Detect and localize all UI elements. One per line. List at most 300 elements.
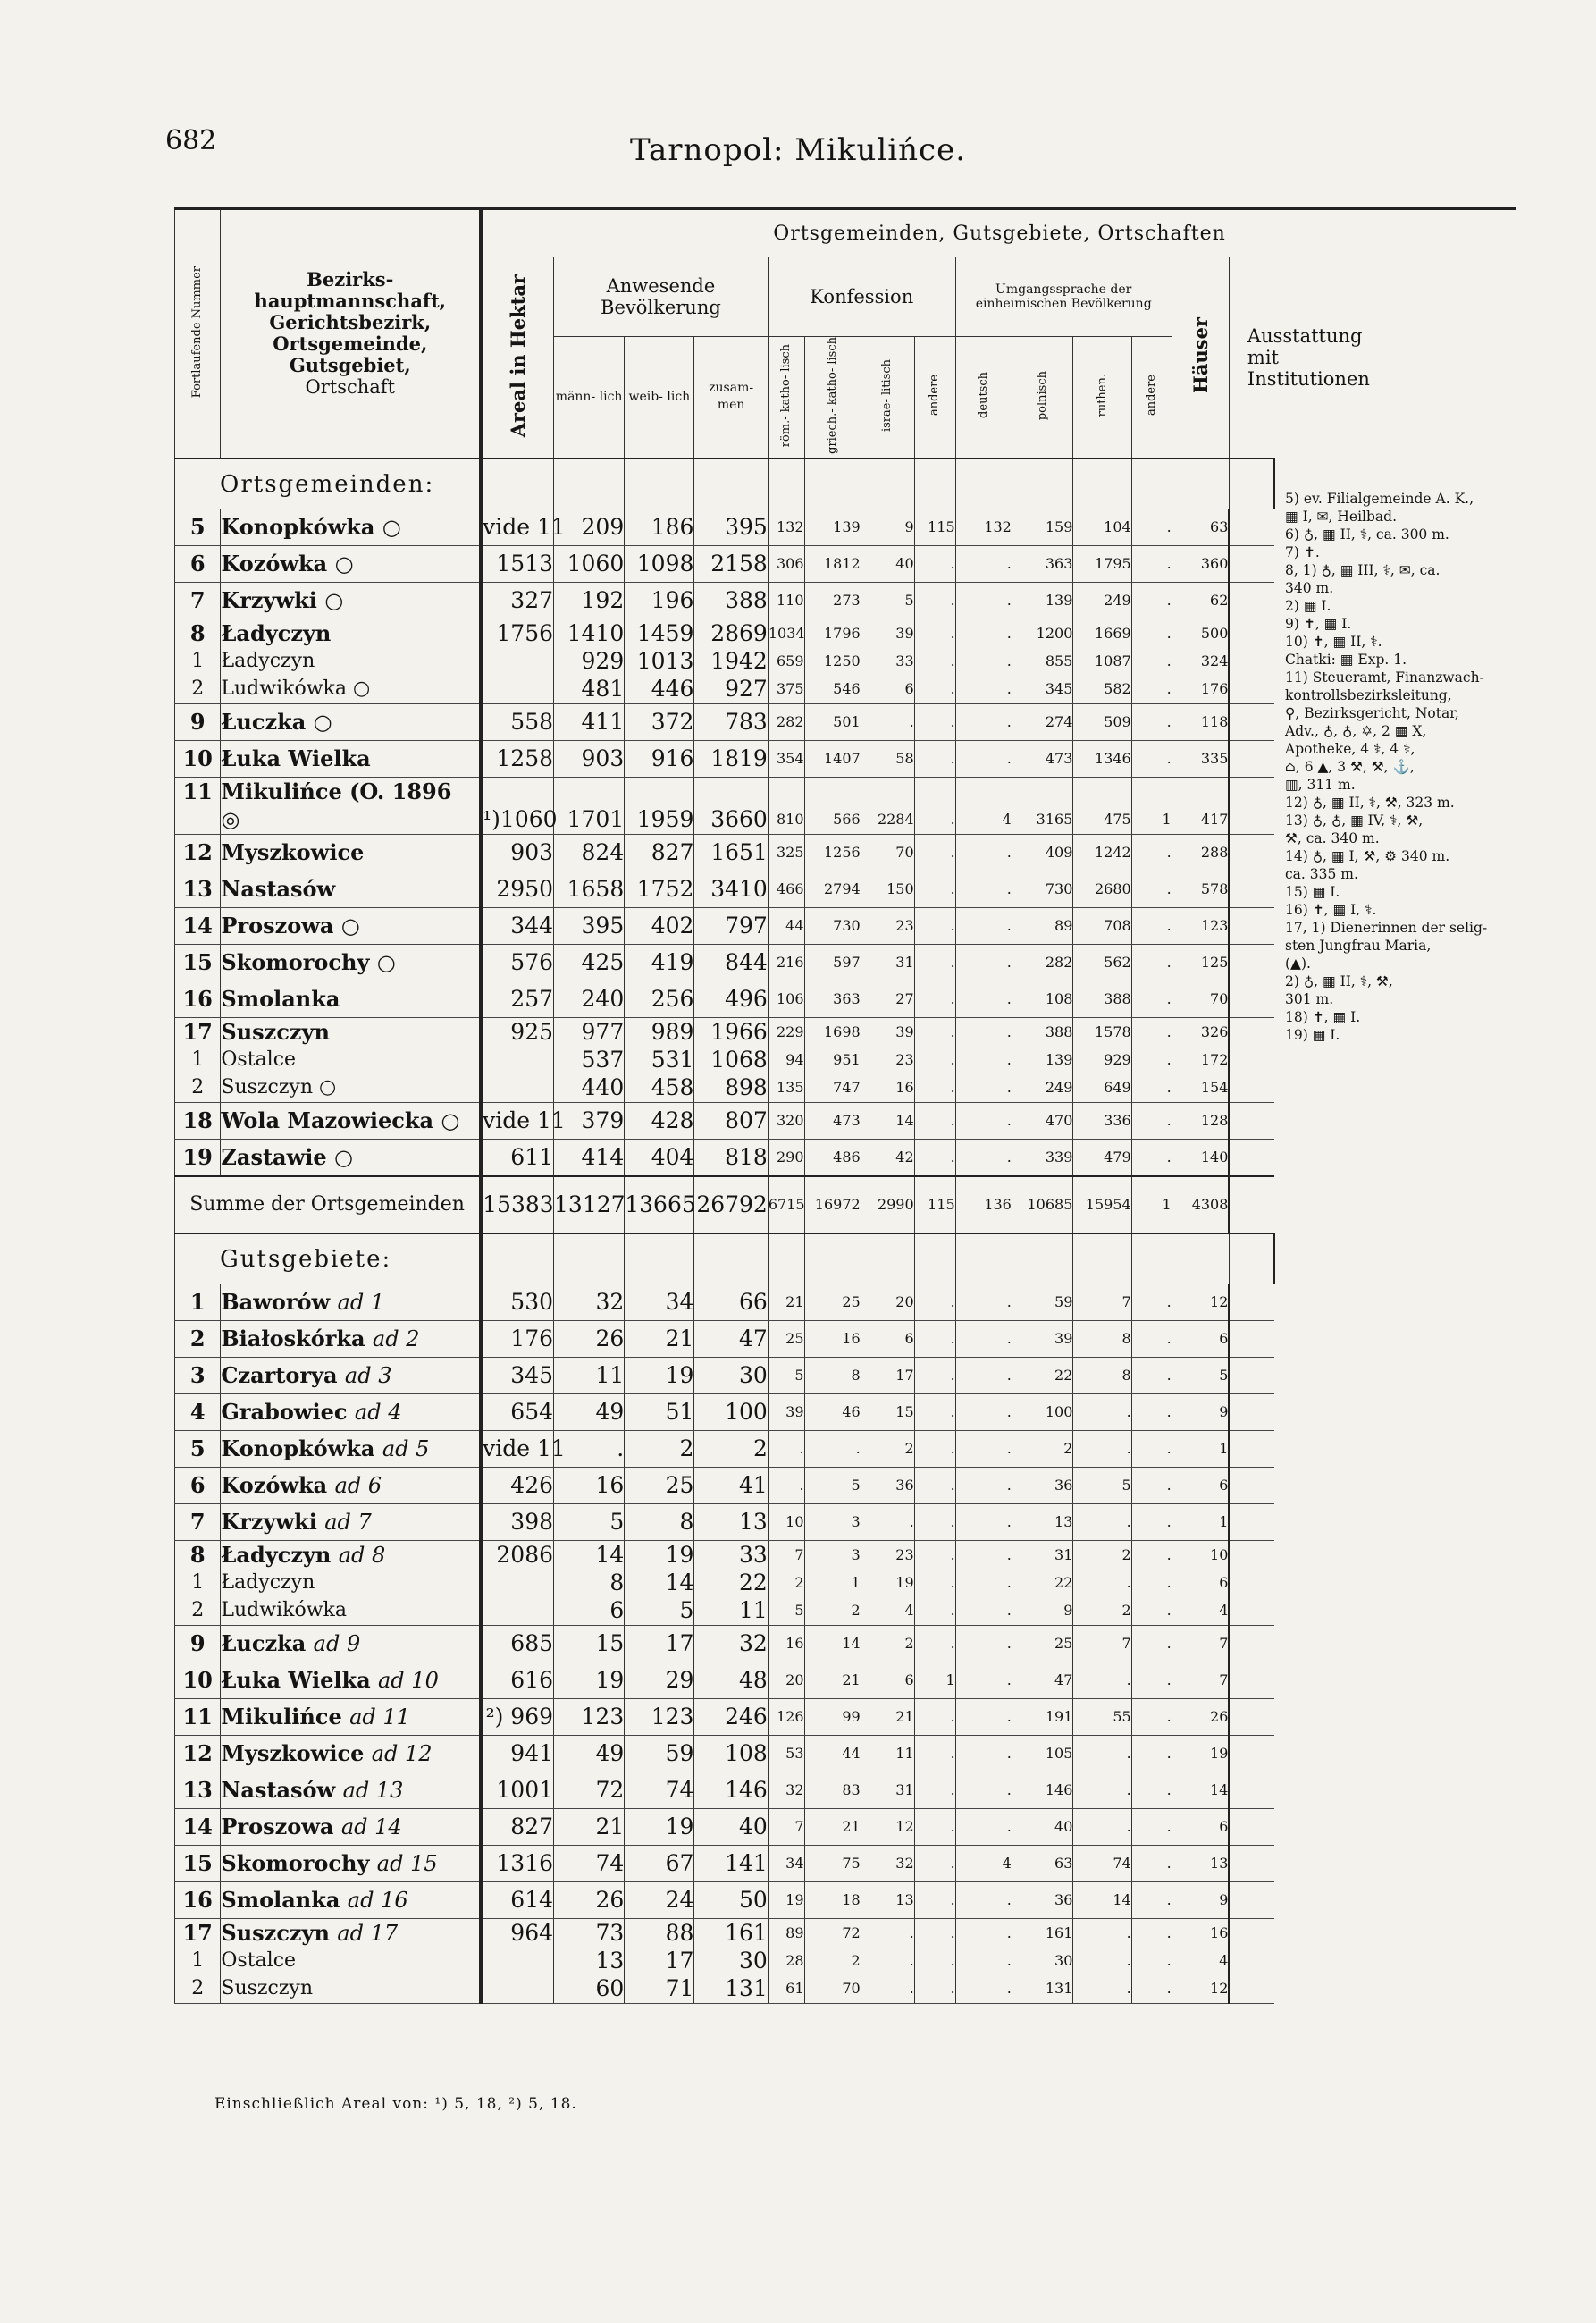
place-name: Białoskórka ad 2	[221, 1320, 481, 1357]
cell-m: 13127	[554, 1176, 625, 1233]
cell-is: 39	[861, 619, 914, 647]
cell-is: 27	[861, 981, 914, 1017]
note-line: ▥, 311 m.	[1285, 777, 1356, 793]
cell-de: .	[955, 1947, 1012, 1974]
cell-gk: 1	[804, 1569, 861, 1596]
cell-an: .	[914, 1046, 955, 1073]
place-name: Kozówka ○	[221, 545, 481, 582]
cell-is: .	[861, 703, 914, 740]
cell-ru: 7	[1073, 1625, 1131, 1662]
cell-de: .	[955, 1017, 1012, 1046]
cell-h: 417	[1172, 805, 1229, 835]
cell-h: 125	[1172, 944, 1229, 981]
place-name: Grabowiec ad 4	[221, 1393, 481, 1430]
cell-an: .	[914, 647, 955, 675]
row-number: 5	[175, 1430, 221, 1467]
cell-h: 70	[1172, 981, 1229, 1017]
cell-gk: 16	[804, 1320, 861, 1357]
place-name: Ostalce	[221, 1046, 481, 1073]
cell-z: 1966	[694, 1017, 768, 1046]
cell-z: 2869	[694, 619, 768, 647]
cell-m: 240	[554, 981, 625, 1017]
cell-m: 16	[554, 1467, 625, 1503]
empty-cell	[694, 1233, 768, 1284]
ausstattung-cell	[1229, 703, 1273, 740]
areal-cell: 1258	[481, 740, 553, 777]
cell-po: 161	[1012, 1918, 1073, 1947]
cell-ru: 2	[1073, 1540, 1131, 1569]
cell-as: .	[1131, 1596, 1172, 1626]
row-number: 1	[175, 1947, 221, 1974]
cell-h: 6	[1172, 1320, 1229, 1357]
running-title: Tarnopol: Mikulińce.	[629, 132, 967, 168]
cell-gk: 1256	[804, 834, 861, 871]
ad-reference: ad 14	[340, 1814, 402, 1840]
ad-reference: ad 17	[337, 1920, 399, 1946]
cell-as: .	[1131, 1467, 1172, 1503]
note-line: 2) ♁, ▦ II, ⚕, ⚒,	[1285, 973, 1393, 989]
cell-m: 26	[554, 1881, 625, 1918]
cell-h: 172	[1172, 1046, 1229, 1073]
place-name: Łuczka ad 9	[221, 1625, 481, 1662]
cell-an: .	[914, 1881, 955, 1918]
note-line: kontrollsbezirksleitung,	[1285, 687, 1452, 703]
cell-gk: 18	[804, 1881, 861, 1918]
cell-de: .	[955, 1808, 1012, 1845]
empty-cell	[1131, 459, 1172, 509]
cell-z: 30	[694, 1947, 768, 1974]
cell-an: .	[914, 1772, 955, 1808]
note-line: ⚒, ca. 340 m.	[1285, 830, 1380, 846]
cell-ru: .	[1073, 1735, 1131, 1772]
row-number: 6	[175, 545, 221, 582]
areal-cell: 2950	[481, 871, 553, 907]
ortsgemeinde-subrow	[175, 1046, 1517, 1073]
cell-as: .	[1131, 1073, 1172, 1103]
cell-de: .	[955, 981, 1012, 1017]
cell-w: 1459	[625, 619, 694, 647]
cell-rk	[768, 777, 804, 805]
ausstattung-cell	[1229, 1698, 1273, 1735]
areal-cell: 654	[481, 1393, 553, 1430]
cell-de: .	[955, 1430, 1012, 1467]
place-name: ◎	[221, 805, 481, 835]
cell-m: 209	[554, 509, 625, 546]
cell-ru: 1578	[1073, 1017, 1131, 1046]
row-number: 15	[175, 944, 221, 981]
place-name: Suszczyn	[221, 1017, 481, 1046]
ad-reference: ad 5	[382, 1436, 430, 1462]
cell-h: 6	[1172, 1569, 1229, 1596]
cell-po: 105	[1012, 1735, 1073, 1772]
gutsgebiet-row	[175, 1430, 1517, 1467]
ad-reference: ad 6	[334, 1473, 382, 1499]
place-name: Ludwikówka ○	[221, 675, 481, 704]
place-name: Suszczyn ○	[221, 1073, 481, 1103]
cell-is: 6	[861, 675, 914, 704]
cell-is: 36	[861, 1467, 914, 1503]
areal-cell: 616	[481, 1662, 553, 1698]
row-number: 13	[175, 1772, 221, 1808]
cell-w: 14	[625, 1569, 694, 1596]
row-number: 19	[175, 1139, 221, 1176]
cell-is: .	[861, 1974, 914, 2004]
ausstattung-cell	[1274, 1233, 1516, 1284]
cell-as: .	[1131, 1947, 1172, 1974]
ad-reference: ad 3	[344, 1363, 392, 1389]
cell-as: .	[1131, 1845, 1172, 1881]
note-line: Chatki: ▦ Exp. 1.	[1285, 652, 1407, 668]
cell-gk: 16972	[804, 1176, 861, 1233]
ausstattung-cell	[1229, 1662, 1273, 1698]
cell-is: 12	[861, 1808, 914, 1845]
cell-rk: 16	[768, 1625, 804, 1662]
cell-as: .	[1131, 1393, 1172, 1430]
ausstattung-cell	[1229, 834, 1273, 871]
cell-gk: 546	[804, 675, 861, 704]
cell-de: .	[955, 907, 1012, 944]
cell-m: 32	[554, 1284, 625, 1321]
cell-w: 17	[625, 1947, 694, 1974]
empty-cell	[768, 459, 804, 509]
cell-w: 989	[625, 1017, 694, 1046]
cell-h: 19	[1172, 1735, 1229, 1772]
cell-w: 916	[625, 740, 694, 777]
areal-cell: 345	[481, 1357, 553, 1393]
cell-z: 13	[694, 1503, 768, 1540]
empty-cell	[694, 459, 768, 509]
ausstattung-cell	[1229, 1284, 1273, 1321]
ausstattung-cell	[1229, 647, 1273, 675]
cell-is: 4	[861, 1596, 914, 1626]
cell-rk: 282	[768, 703, 804, 740]
cell-h: 128	[1172, 1102, 1229, 1139]
cell-is: 150	[861, 871, 914, 907]
note-line: ⌂, 6 ▲, 3 ⚒, ⚒, ⚓,	[1285, 759, 1415, 775]
cell-h: 288	[1172, 834, 1229, 871]
cell-w: 1013	[625, 647, 694, 675]
cell-as: .	[1131, 675, 1172, 704]
cell-h: 1	[1172, 1503, 1229, 1540]
cell-rk: 7	[768, 1808, 804, 1845]
cell-ru: 562	[1073, 944, 1131, 981]
cell-rk: 306	[768, 545, 804, 582]
cell-w: 17	[625, 1625, 694, 1662]
gutsgebiet-subrow	[175, 1947, 1517, 1974]
cell-gk: 14	[804, 1625, 861, 1662]
cell-is: .	[861, 1918, 914, 1947]
cell-po: 345	[1012, 675, 1073, 704]
cell-h: 5	[1172, 1357, 1229, 1393]
ausstattung-cell	[1229, 1139, 1273, 1176]
row-number: 17	[175, 1017, 221, 1046]
cell-ru: .	[1073, 1772, 1131, 1808]
summe-label: Summe der Ortsgemeinden	[175, 1176, 482, 1233]
header-anwesende: Anwesende Bevölkerung	[554, 257, 769, 337]
cell-rk: 320	[768, 1102, 804, 1139]
cell-gk: 46	[804, 1393, 861, 1430]
cell-w: 34	[625, 1284, 694, 1321]
empty-cell	[1073, 459, 1131, 509]
row-number: 7	[175, 582, 221, 619]
areal-cell: 426	[481, 1467, 553, 1503]
cell-is: 40	[861, 545, 914, 582]
cell-w: 372	[625, 703, 694, 740]
cell-m: 1060	[554, 545, 625, 582]
cell-is: 13	[861, 1881, 914, 1918]
cell-is: 9	[861, 509, 914, 546]
gutsgebiet-row	[175, 1625, 1517, 1662]
areal-cell: 1316	[481, 1845, 553, 1881]
cell-is: 17	[861, 1357, 914, 1393]
empty-cell	[1229, 1233, 1273, 1284]
empty-cell	[481, 459, 553, 509]
cell-ru	[1073, 777, 1131, 805]
row-number: 14	[175, 1808, 221, 1845]
cell-as: .	[1131, 740, 1172, 777]
empty-cell	[554, 1233, 625, 1284]
cell-an: .	[914, 545, 955, 582]
cell-w: 24	[625, 1881, 694, 1918]
empty-cell	[1172, 1233, 1229, 1284]
note-line: ca. 335 m.	[1285, 866, 1358, 882]
cell-h: 4	[1172, 1596, 1229, 1626]
ausstattung-cell	[1229, 1540, 1273, 1569]
gutsgebiet-subrow	[175, 1569, 1517, 1596]
cell-m: 411	[554, 703, 625, 740]
cell-po: 388	[1012, 1017, 1073, 1046]
place-name: Mikulińce (O. 1896	[221, 777, 481, 805]
cell-rk: 28	[768, 1947, 804, 1974]
row-number: 17	[175, 1918, 221, 1947]
cell-ru: 649	[1073, 1073, 1131, 1103]
areal-cell: 15383	[481, 1176, 553, 1233]
cell-as: .	[1131, 545, 1172, 582]
place-name: Wola Mazowiecka ○	[221, 1102, 481, 1139]
cell-po: 131	[1012, 1974, 1073, 2004]
cell-is: 5	[861, 582, 914, 619]
cell-z: 2158	[694, 545, 768, 582]
cell-gk: 473	[804, 1102, 861, 1139]
cell-z: 1068	[694, 1046, 768, 1073]
cell-w: 19	[625, 1357, 694, 1393]
cell-w: 404	[625, 1139, 694, 1176]
empty-cell	[1012, 459, 1073, 509]
cell-po: 36	[1012, 1467, 1073, 1503]
cell-gk: 21	[804, 1808, 861, 1845]
gutsgebiet-row	[175, 1881, 1517, 1918]
cell-rk: 2	[768, 1569, 804, 1596]
note-line: 10) ✝, ▦ II, ⚕.	[1285, 634, 1382, 650]
empty-cell	[768, 1233, 804, 1284]
cell-m: 192	[554, 582, 625, 619]
cell-m: 19	[554, 1662, 625, 1698]
note-line: 15) ▦ I.	[1285, 884, 1340, 900]
header-zusammen: zusam- men	[694, 337, 768, 459]
ausstattung-cell	[1229, 1772, 1273, 1808]
cell-h: 1	[1172, 1430, 1229, 1467]
row-number: 1	[175, 647, 221, 675]
areal-cell: 1756	[481, 619, 553, 647]
cell-an: .	[914, 619, 955, 647]
row-number: 5	[175, 509, 221, 546]
cell-as: .	[1131, 1772, 1172, 1808]
note-line: 7) ✝.	[1285, 544, 1320, 560]
cell-as: .	[1131, 1503, 1172, 1540]
cell-rk: 6715	[768, 1176, 804, 1233]
areal-cell: 1513	[481, 545, 553, 582]
cell-rk: 5	[768, 1357, 804, 1393]
areal-cell: 941	[481, 1735, 553, 1772]
cell-rk: 135	[768, 1073, 804, 1103]
cell-an: .	[914, 1139, 955, 1176]
cell-de: 4	[955, 1845, 1012, 1881]
cell-ru: .	[1073, 1430, 1131, 1467]
cell-ru: .	[1073, 1808, 1131, 1845]
ad-reference: ad 4	[354, 1400, 402, 1426]
cell-po: 139	[1012, 582, 1073, 619]
cell-po: 339	[1012, 1139, 1073, 1176]
cell-po: 3165	[1012, 805, 1073, 835]
cell-z: 783	[694, 703, 768, 740]
cell-is: 23	[861, 1540, 914, 1569]
cell-w: 59	[625, 1735, 694, 1772]
ausstattung-cell	[1229, 1881, 1273, 1918]
cell-h: 62	[1172, 582, 1229, 619]
cell-gk: 1812	[804, 545, 861, 582]
row-number: 13	[175, 871, 221, 907]
empty-cell	[955, 459, 1012, 509]
note-line: 340 m.	[1285, 580, 1334, 596]
gutsgebiet-row	[175, 1772, 1517, 1808]
cell-ru: 929	[1073, 1046, 1131, 1073]
cell-m: 977	[554, 1017, 625, 1046]
ortsgemeinde-row	[175, 1102, 1517, 1139]
areal-cell: 614	[481, 1881, 553, 1918]
cell-ru: .	[1073, 1569, 1131, 1596]
cell-is: 31	[861, 1772, 914, 1808]
areal-cell: 398	[481, 1503, 553, 1540]
place-name: Krzywki ○	[221, 582, 481, 619]
cell-as: .	[1131, 871, 1172, 907]
cell-de: .	[955, 1102, 1012, 1139]
areal-cell: 257	[481, 981, 553, 1017]
cell-gk: 8	[804, 1357, 861, 1393]
gutsgebiet-row	[175, 1357, 1517, 1393]
areal-cell	[481, 1046, 553, 1073]
cell-gk: 75	[804, 1845, 861, 1881]
note-line: 301 m.	[1285, 991, 1334, 1007]
note-line: 16) ✝, ▦ I, ⚕.	[1285, 902, 1377, 918]
ausstattung-cell	[1229, 1176, 1273, 1233]
cell-w: 419	[625, 944, 694, 981]
cell-gk: 21	[804, 1662, 861, 1698]
cell-as: .	[1131, 619, 1172, 647]
ausstattung-cell	[1229, 1467, 1273, 1503]
cell-z: 2	[694, 1430, 768, 1467]
empty-cell	[861, 459, 914, 509]
place-name: Czartorya ad 3	[221, 1357, 481, 1393]
cell-po: 9	[1012, 1596, 1073, 1626]
cell-h: 9	[1172, 1881, 1229, 1918]
cell-z: 32	[694, 1625, 768, 1662]
cell-an: .	[914, 907, 955, 944]
section-label: Ortsgemeinden:	[175, 459, 482, 509]
place-name: Proszowa ○	[221, 907, 481, 944]
cell-rk: 659	[768, 647, 804, 675]
empty-cell	[804, 1233, 861, 1284]
note-line: ⚲, Bezirksgericht, Notar,	[1285, 705, 1459, 721]
areal-cell: 530	[481, 1284, 553, 1321]
cell-an: .	[914, 1073, 955, 1103]
cell-z: 66	[694, 1284, 768, 1321]
cell-is: 2284	[861, 805, 914, 835]
cell-is: 58	[861, 740, 914, 777]
row-number: 2	[175, 1596, 221, 1626]
cell-as: .	[1131, 1284, 1172, 1321]
empty-cell	[1229, 459, 1273, 509]
cell-po	[1012, 777, 1073, 805]
ausstattung-cell	[1229, 1017, 1273, 1046]
gutsgebiet-row	[175, 1808, 1517, 1845]
cell-ru: 7	[1073, 1284, 1131, 1321]
cell-an: .	[914, 871, 955, 907]
cell-po: 473	[1012, 740, 1073, 777]
cell-m: 73	[554, 1918, 625, 1947]
cell-h: 14	[1172, 1772, 1229, 1808]
cell-h: 16	[1172, 1918, 1229, 1947]
ausstattung-cell	[1229, 1102, 1273, 1139]
ausstattung-cell	[1229, 944, 1273, 981]
cell-an: .	[914, 582, 955, 619]
cell-w: 8	[625, 1503, 694, 1540]
place-name: Myszkowice	[221, 834, 481, 871]
ausstattung-cell	[1229, 871, 1273, 907]
cell-de: .	[955, 1698, 1012, 1735]
header-andere-sprache: andere	[1131, 337, 1172, 459]
cell-as: .	[1131, 1102, 1172, 1139]
cell-z: 50	[694, 1881, 768, 1918]
cell-ru: .	[1073, 1662, 1131, 1698]
cell-po: 191	[1012, 1698, 1073, 1735]
ausstattung-cell	[1229, 740, 1273, 777]
cell-w: 25	[625, 1467, 694, 1503]
note-line: 14) ♁, ▦ I, ⚒, ⚙ 340 m.	[1285, 848, 1450, 864]
empty-cell	[625, 459, 694, 509]
ad-reference: ad 12	[371, 1741, 433, 1767]
cell-m: 11	[554, 1357, 625, 1393]
cell-m: 481	[554, 675, 625, 704]
cell-po: 22	[1012, 1357, 1073, 1393]
note-line: 11) Steueramt, Finanzwach-	[1285, 669, 1484, 686]
cell-rk: 466	[768, 871, 804, 907]
cell-h: 63	[1172, 509, 1229, 546]
cell-gk: 44	[804, 1735, 861, 1772]
row-number	[175, 805, 221, 835]
cell-z: 3660	[694, 805, 768, 835]
areal-cell	[481, 777, 553, 805]
cell-as: .	[1131, 1625, 1172, 1662]
cell-an: .	[914, 1808, 955, 1845]
cell-w	[625, 777, 694, 805]
cell-ru: 1669	[1073, 619, 1131, 647]
cell-as: .	[1131, 1881, 1172, 1918]
gutsgebiet-row	[175, 1918, 1517, 1947]
place-name: Skomorochy ad 15	[221, 1845, 481, 1881]
cell-is: 2990	[861, 1176, 914, 1233]
header-areal: Areal in Hektar	[481, 257, 553, 459]
place-name: Suszczyn ad 17	[221, 1918, 481, 1947]
